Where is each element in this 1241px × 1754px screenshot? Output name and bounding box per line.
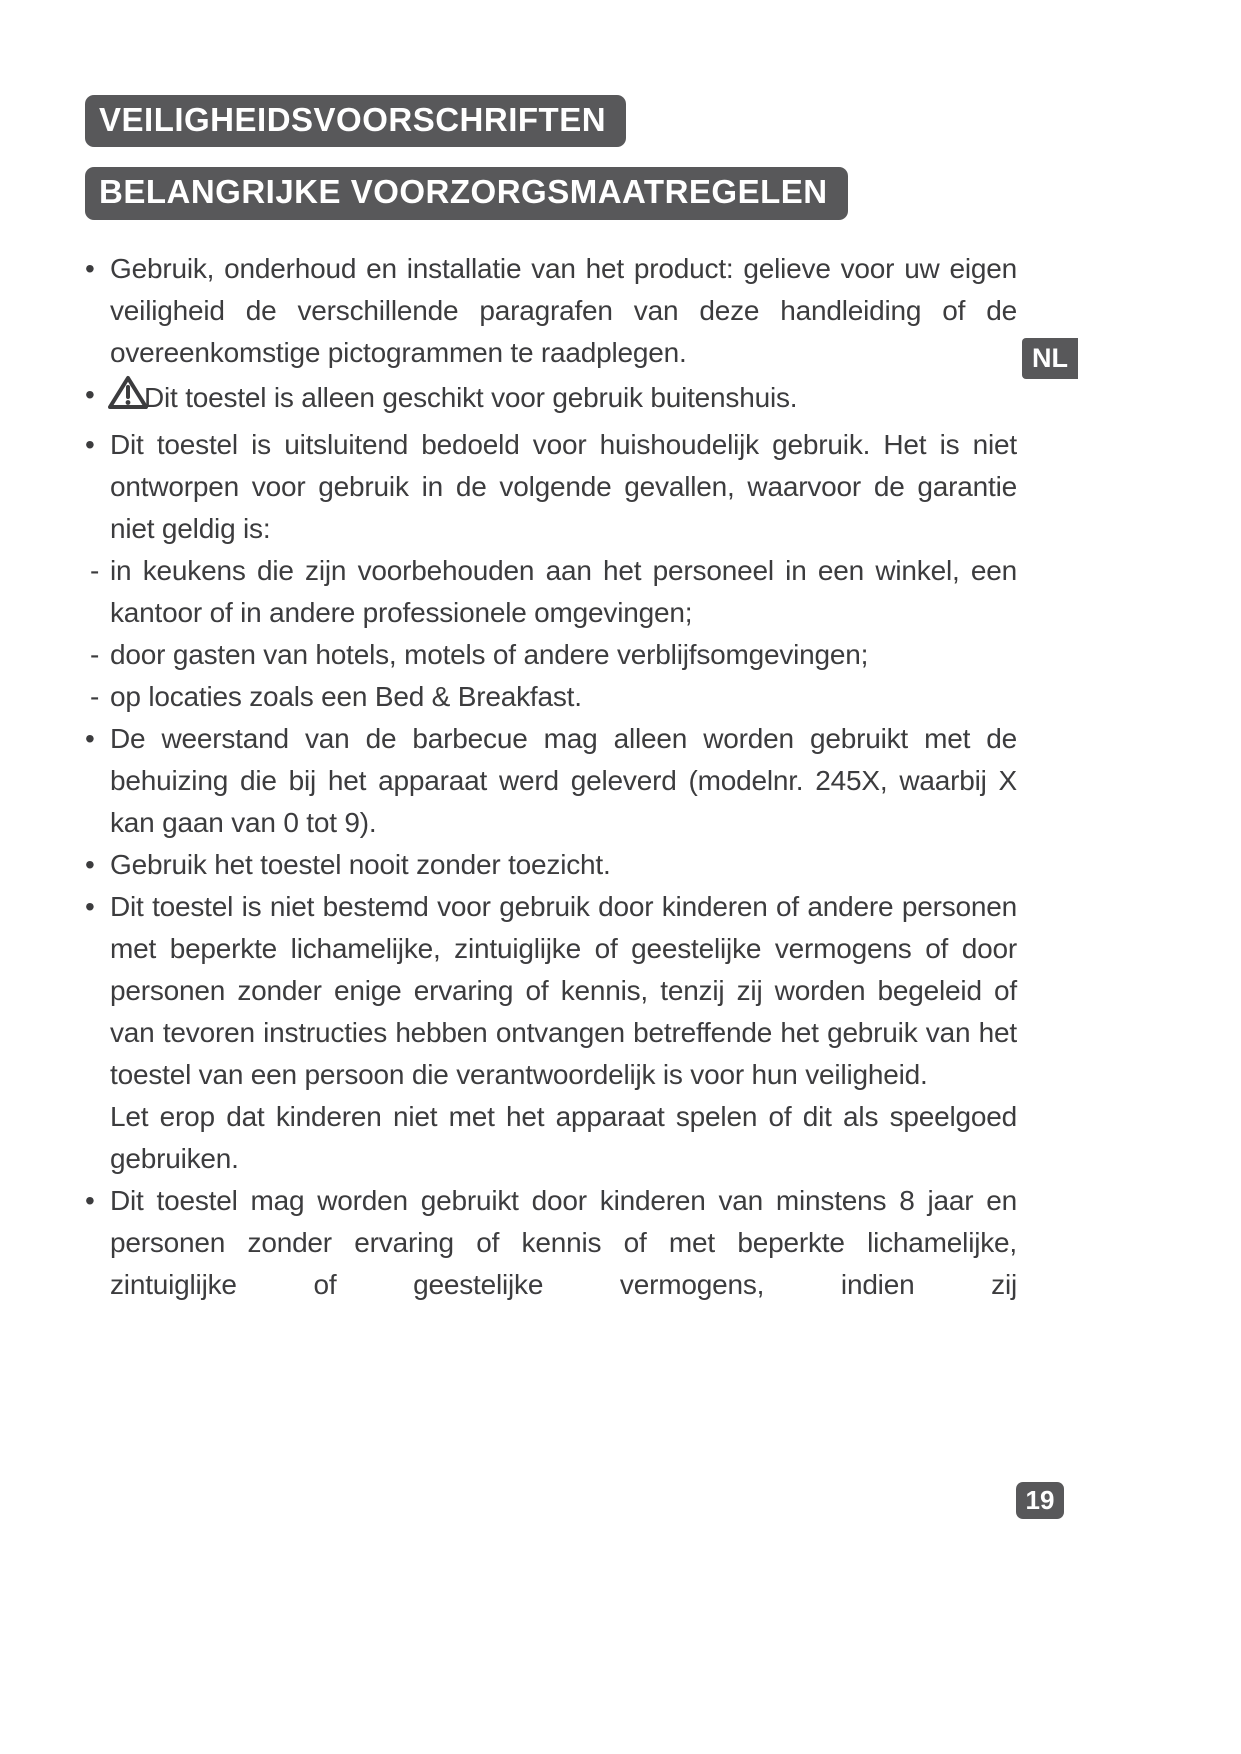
list-item-text: Dit toestel is alleen geschikt voor gebruik buitenshuis. (144, 381, 798, 413)
list-item (85, 374, 1017, 424)
list-item-text: Gebruik, onderhoud en installatie van het product: gelieve voor uw eigen veiligheid de verschillende paragrafen van deze handleiding of de overeenkomstige pictogrammen te raadplegen. (110, 252, 1017, 368)
list-item-text: Let erop dat kinderen niet met het apparaat spelen of dit als speelgoed gebruiken. (110, 1100, 1017, 1174)
list-item (85, 886, 1017, 1096)
subsection-header-row (85, 167, 1017, 219)
list-item (85, 550, 1017, 634)
manual-page (85, 95, 1017, 1306)
list-item (85, 718, 1017, 844)
page-number-badge: 19 (1016, 1482, 1064, 1519)
body-text (85, 248, 1017, 1306)
list-item (85, 1180, 1017, 1306)
bullet-marker: • (85, 848, 95, 880)
dash-marker: - (90, 638, 100, 670)
list-item-text: op locaties zoals een Bed & Breakfast. (110, 680, 582, 712)
bullet-marker: • (85, 252, 95, 284)
dash-marker: - (90, 680, 100, 712)
list-item-text: Dit toestel is uitsluitend bedoeld voor huishoudelijk gebruik. Het is niet ontworpen voor gebruik in de volgende gevallen, waarvoor de garantie niet geldig is: (110, 428, 1017, 544)
subsection-title: BELANGRIJKE VOORZORGSMAATREGELEN (85, 167, 848, 219)
section-title: VEILIGHEIDSVOORSCHRIFTEN (85, 95, 626, 147)
bullet-marker: • (85, 722, 95, 754)
language-tab: NL (1022, 338, 1078, 379)
list-item (85, 844, 1017, 886)
list-item (85, 424, 1017, 550)
bullet-marker: • (85, 378, 95, 410)
list-item-text: door gasten van hotels, motels of andere verblijfsomgevingen; (110, 638, 869, 670)
list-item-text: De weerstand van de barbecue mag alleen worden gebruikt met de behuizing die bij het apparaat werd geleverd (modelnr. 245X, waarbij X kan gaan van 0 tot 9). (110, 722, 1017, 838)
list-item-text: Dit toestel mag worden gebruikt door kinderen van minstens 8 jaar en personen zonder ervaring of kennis of met beperkte lichamelijke, zintuiglijke of geestelijke vermogens, indien zij (110, 1184, 1017, 1300)
bullet-marker: • (85, 890, 95, 922)
list-item-text: Dit toestel is niet bestemd voor gebruik door kinderen of andere personen met beperkte lichamelijke, zintuiglijke of geestelijke vermogens of door personen zonder enige ervaring of kennis, tenzij zij worden begeleid of van tevoren instructies hebben ontvangen betreffende het gebruik van het toestel van een persoon die verantwoordelijk is voor hun veiligheid. (110, 890, 1017, 1090)
list-item (85, 676, 1017, 718)
list-item (85, 634, 1017, 676)
list-item-text: Gebruik het toestel nooit zonder toezicht. (110, 848, 611, 880)
list-item (85, 248, 1017, 374)
dash-marker: - (90, 554, 100, 586)
list-item-continuation (85, 1096, 1017, 1180)
list-item-text: in keukens die zijn voorbehouden aan het personeel in een winkel, een kantoor of in andere professionele omgevingen; (110, 554, 1017, 628)
bullet-marker: • (85, 428, 95, 460)
bullet-marker: • (85, 1184, 95, 1216)
section-header-row (85, 95, 1017, 147)
